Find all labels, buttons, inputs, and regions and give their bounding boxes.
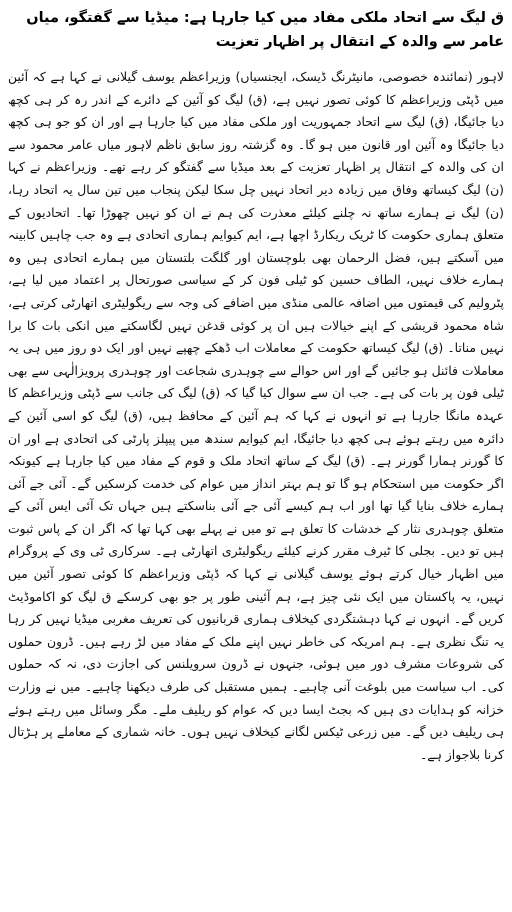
- article-body: لاہور (نمائندہ خصوصی، مانیٹرنگ ڈیسک، ایجنسیاں) وزیراعظم یوسف گیلانی نے کہا ہے کہ آئین میں ڈپٹی وزیراعظم کا کوئی تصور نہیں ہے، (ق) لیگ کو آئین کے دائرے کے اندر رہ کر ہی کچھ دیا جائیگا، (ق) لیگ سے اتحاد جمہوریت اور ملکی مفاد میں کیا جارہا ہے اور ان کو جو ہی کچھ دیا جائیگا وہ آئین اور قانون میں ہو گا۔ وہ گزشتہ روز سابق ناظم لاہور میاں عامر محمود سے ان کی والدہ کے انتقال پر اظہار تعزیت کے بعد میڈیا سے گفتگو کر رہے تھے۔ وزیراعظم نے کہا (ن) لیگ کیساتھ وفاق میں زیادہ دیر اتحاد نہیں چل سکا لیکن پنجاب میں تین سال یہ اتحاد رہا، (ن) لیگ نے ہمارے ساتھ نہ چلنے کیلئے معذرت کی ہم نے ان کو نہیں چھوڑا تھا۔ اتحادیوں کے متعلق ہماری حکومت کا ٹریک ریکارڈ اچھا ہے، ایم کیوایم ہماری اتحادی ہے وہ جب چاہیں کابینہ میں آسکتے ہیں، فضل الرحمان بھی بلوچستان اور گلگت بلتستان میں ہمارے اتحادی ہیں وہ ہمارے خلاف نہیں، الطاف حسین کو ٹیلی فون کر کے سیاسی صورتحال پر اعتماد میں لیا ہے، پٹرولیم کی قیمتوں میں اضافہ عالمی منڈی میں اضافے کی وجہ سے ریگولیٹری اتھارٹی کرتی ہے، شاہ محمود قریشی کے اپنے خیالات ہیں ان پر کوئی قدغن نہیں لگاسکتے میں انکی بات کا برا نہیں مناتا۔ (ق) لیگ کیساتھ حکومت کے معاملات اب ڈھکے چھپے نہیں اور ایک دو روز میں ہی یہ معاملات فائنل ہو جائیں گے اور اس حوالے سے چوہدری شجاعت اور چوہدری پرویزالٰہی سے بھی ٹیلی فون پر بات کی ہے۔ جب ان سے سوال کیا گیا کہ (ق) لیگ کی جانب سے ڈپٹی وزیراعظم کا عہدہ مانگا جارہا ہے تو انہوں نے کہا کہ ہم آئین کے محافظ ہیں، (ق) لیگ کو اسی آئین کے دائرہ میں رہتے ہوئے ہی کچھ دیا جائیگا، ایم کیوایم سندھ میں پیپلز پارٹی کی اتحادی ہے اور ان کا گورنر ہمارا گورنر ہے۔ (ق) لیگ کے ساتھ اتحاد ملک و قوم کے مفاد میں کیا جارہا ہے کیونکہ اگر حکومت میں استحکام ہو گا تو ہم بہتر انداز میں عوام کی خدمت کرسکیں گے۔ آئی جے آئی ہمارے خلاف بنایا گیا تھا اور اب ہم کیسے آئی جے آئی بناسکتے ہیں جہاں تک آئی ایس آئی کے متعلق چوہدری نثار کے خدشات کا تعلق ہے تو میں نے پہلے بھی کہا تھا کہ اگر ان کے پاس ثبوت ہیں تو دیں۔ بجلی کا ٹیرف مقرر کرنے کیلئے ریگولیٹری اتھارٹی ہے۔ سرکاری ٹی وی کے پروگرام میں اظہار خیال کرتے ہوئے یوسف گیلانی نے کہا کہ ڈپٹی وزیراعظم کا کوئی تصور آئین میں نہیں، یہ پاکستان میں ایک نئی چیز ہے، ہم آئینی طور پر جو بھی کرسکے ق لیگ کو اکاموڈیٹ کریں گے۔ انہوں نے کہا دہشتگردی کیخلاف ہماری قربانیوں کی تعریف مغربی میڈیا نہیں کر رہا یہ تنگ نظری ہے۔ ہم امریکہ کی خاطر نہیں اپنے ملک کے مفاد میں لڑ رہے ہیں۔ ڈرون حملوں کی شروعات مشرف دور میں ہوئی، جنہوں نے ڈرون سرویلنس کی اجازت دی، نہ کہ حملوں کی۔ اب سیاست میں بلوغت آنی چاہیے۔ ہمیں مستقبل کی طرف دیکھنا چاہیے۔ میں نے وزارت خزانہ کو ہدایات دی ہیں کہ بجٹ ایسا دیں کہ عوام کو ریلیف ملے۔ مگر وسائل میں رہتے ہوئے ہی ریلیف دیں گے۔ میں زرعی ٹیکس لگانے کیخلاف نہیں ہوں۔ خانہ شماری کے معاملے پر ہڑتال کرنا بلاجواز ہے۔: [8, 69, 504, 762]
- article-headline: ق لیگ سے اتحاد ملکی مفاد میں کیا جارہا ہے: میڈیا سے گفتگو، میاں عامر سے والدہ کے انتقال پر اظہار تعزیت: [26, 10, 504, 50]
